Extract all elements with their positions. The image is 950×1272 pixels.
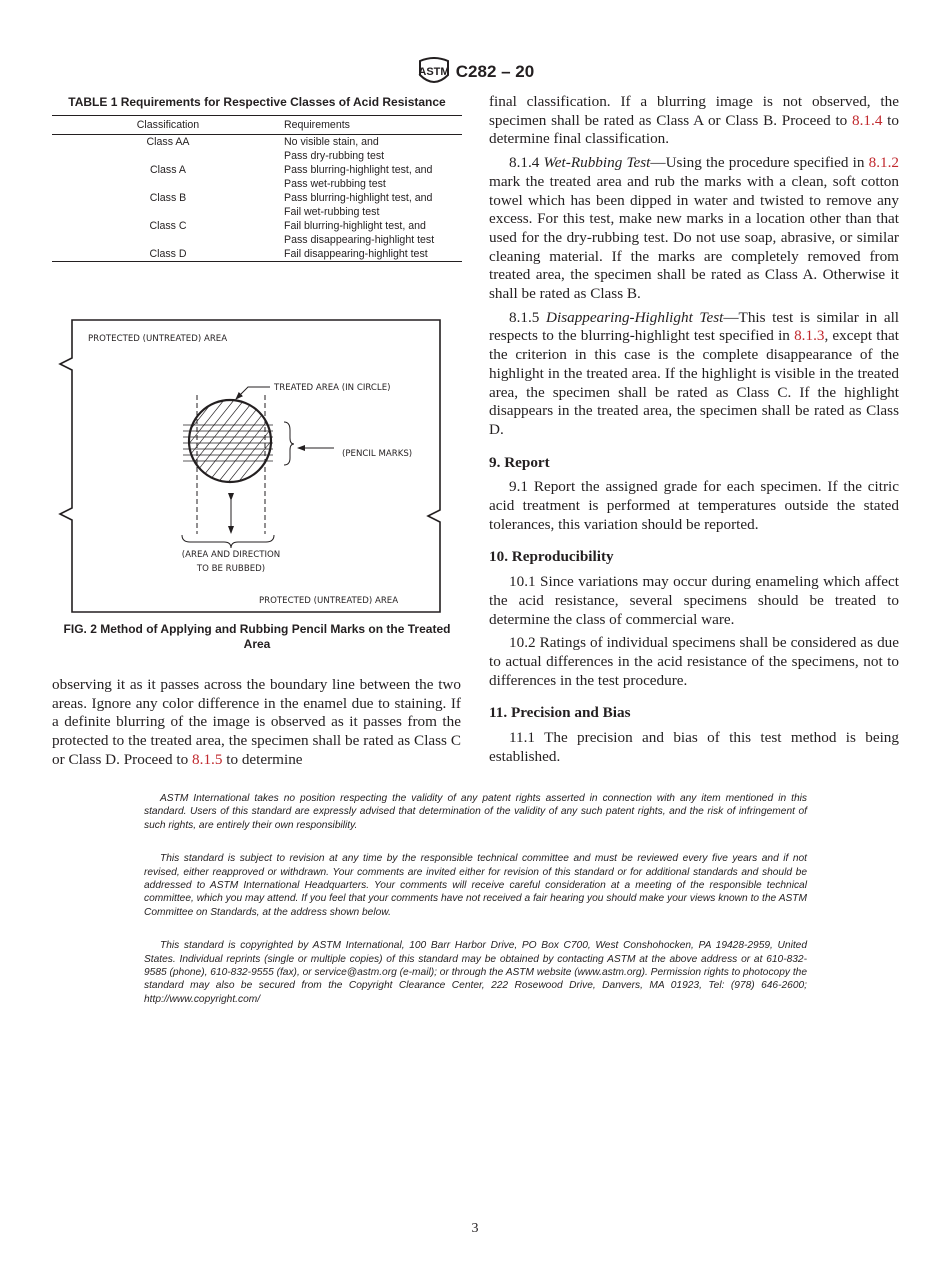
table-row [52,177,462,191]
figure-caption: FIG. 2 Method of Applying and Rubbing Pencil Marks on the Treated Area [63,622,451,651]
section-heading: 11. Precision and Bias [489,704,631,722]
class-cell: Class D [149,248,187,260]
page-header [0,57,950,87]
section-heading: 10. Reproducibility [489,548,614,566]
hatching [142,390,312,490]
requirements-table [52,115,462,262]
class-cell [52,205,284,219]
figure-2 [52,310,462,625]
column-header: Classification [52,116,284,135]
paragraph: 11.1 The precision and bias of this test method is being established. [489,729,899,765]
pencil-brace [284,422,294,465]
requirement-cell: Fail wet-rubbing test [284,206,380,218]
class-cell: Class B [149,192,187,204]
figure-diagram [52,310,462,620]
class-cell: Class C [149,220,187,232]
class-cell: Class A [150,164,186,176]
table-row [52,135,462,150]
table-row [52,247,462,262]
requirement-cell: No visible stain, and [284,136,379,148]
page-number: 3 [471,1221,479,1236]
table-row [52,205,462,219]
left-column [52,676,461,770]
label-rub-1: (AREA AND DIRECTION [181,550,281,560]
paragraph-8-1-5: 8.1.5 Disappearing-Highlight Test—This test is similar in all respects to the blurring-highlight test specified in 8.1.3, except that the criterion in this case is the complete disappearance of the highlight in the treated area. If the highlight is visible in the treated area, the specimen shall be rated as Class C. If the highlight disappears in the treated area, the specimen shall be rated as Class D. [489,308,900,438]
label-protected-bottom: PROTECTED (UNTREATED) AREA [259,596,399,606]
patent-notice: ASTM International takes no position respecting the validity of any patent rights asserted in connection with any item mentioned in this standard. Users of this standard are expressly advised that determination of the validity of any such patent rights, and the risk of infringement of such rights, are entirely their own responsibility. [144,793,807,831]
right-column [489,93,899,767]
requirement-cell: Pass dry-rubbing test [284,150,385,162]
table-1 [52,95,462,262]
table-row [52,191,462,205]
section-heading: 9. Report [489,453,550,471]
requirement-cell: Pass wet-rubbing test [284,178,386,190]
paragraph: 10.1 Since variations may occur during enameling which affect the acid resistance, several specimens should be treated to determine the class of commercial ware. [489,573,899,628]
table-title: TABLE 1 Requirements for Respective Classes of Acid Resistance [68,95,446,109]
class-cell [52,149,284,163]
table-row [52,233,462,247]
requirement-cell: Pass blurring-highlight test, and [284,192,433,204]
class-cell [52,233,284,247]
label-pencil: (PENCIL MARKS) [342,449,413,459]
copyright-notice: This standard is copyrighted by ASTM International, 100 Barr Harbor Drive, PO Box C700, West Conshohocken, PA 19428-2959, United States. Individual reprints (single or multiple copies) of this standard may be obtained by contacting ASTM at the above address or at 610-832-9585 (phone), 610-832-9555 (fax), or service@astm.org (e-mail); or through the ASTM website (www.astm.org). Permission rights to photocopy the standard may also be secured from the Copyright Clearance Center, 222 Rosewood Drive, Danvers, MA 01923, Tel: (978) 646-2600; http://www.copyright.com/ [144,940,807,1005]
requirement-cell: Fail blurring-highlight test, and [284,220,426,232]
class-cell [52,177,284,191]
paragraph-8-1-4: 8.1.4 Wet-Rubbing Test—Using the procedure specified in 8.1.2 mark the treated area and rub the marks with a clean, soft cotton towel which has been dipped in water and twisted to remove any excess. For this test, make new marks in a location other than that used for the dry-rubbing test. Do not use soap, abrasive, or similar cleaning material. If the marks are completely removed from treated area, the specimen shall be rated as Class A. Otherwise it shall be rated as Class B. [489,154,899,303]
link-8-1-4[interactable]: 8.1.4 [852,111,883,129]
requirement-cell: Pass blurring-highlight test, and [284,164,433,176]
paragraph: final classification. If a blurring image is not observed, the specimen shall be rated as Class A or Class B. Proceed to 8.1.4 to determine final classification. [489,93,899,148]
paragraph: 10.2 Ratings of individual specimens shall be considered as due to actual differences in the acid resistance of the specimens, not to differences in the test procedure. [489,634,899,689]
link-8-1-2[interactable]: 8.1.2 [868,154,899,172]
link-8-1-5[interactable]: 8.1.5 [192,750,223,768]
label-protected-top: PROTECTED (UNTREATED) AREA [88,334,228,344]
requirement-cell: Fail disappearing-highlight test [284,248,428,260]
revision-notice: This standard is subject to revision at any time by the responsible technical committee and must be reviewed every five years and if not revised, either reapproved or withdrawn. Your comments are invited either for revision of this standard or for additional standards and should be addressed to ASTM International Headquarters. Your comments will receive careful consideration at a meeting of the responsible technical committee, which you may attend. If you feel that your comments have not received a fair hearing you should make your views known to the ASTM Committee on Standards, at the address shown below. [144,853,807,918]
paragraph: observing it as it passes across the boundary line between the two areas. Ignore any color difference in the enamel due to staining. If a definite blurring of the image is observed as it passes from the protected to the treated area, the specimen shall be rated as Class C or Class D. Proceed to 8.1.5 to determine [52,676,461,768]
table-row [52,163,462,177]
requirement-cell: Pass disappearing-highlight test [284,234,435,246]
label-treated: TREATED AREA (IN CIRCLE) [274,383,391,393]
astm-logo-icon [416,57,452,87]
table-row [52,219,462,233]
standard-code: C282 – 20 [455,62,535,81]
rub-brace [182,535,274,548]
footer-notices [144,792,807,1026]
svg-text:ASTM: ASTM [418,66,450,78]
class-cell: Class AA [146,136,190,148]
paragraph: 9.1 Report the assigned grade for each specimen. If the citric acid treatment is performed at temperatures outside the stated tolerances, this variation should be reported. [489,478,899,533]
table-row [52,149,462,163]
column-header: Requirements [284,116,462,135]
link-8-1-3[interactable]: 8.1.3 [794,327,825,345]
label-rub-2: TO BE RUBBED) [196,564,266,574]
